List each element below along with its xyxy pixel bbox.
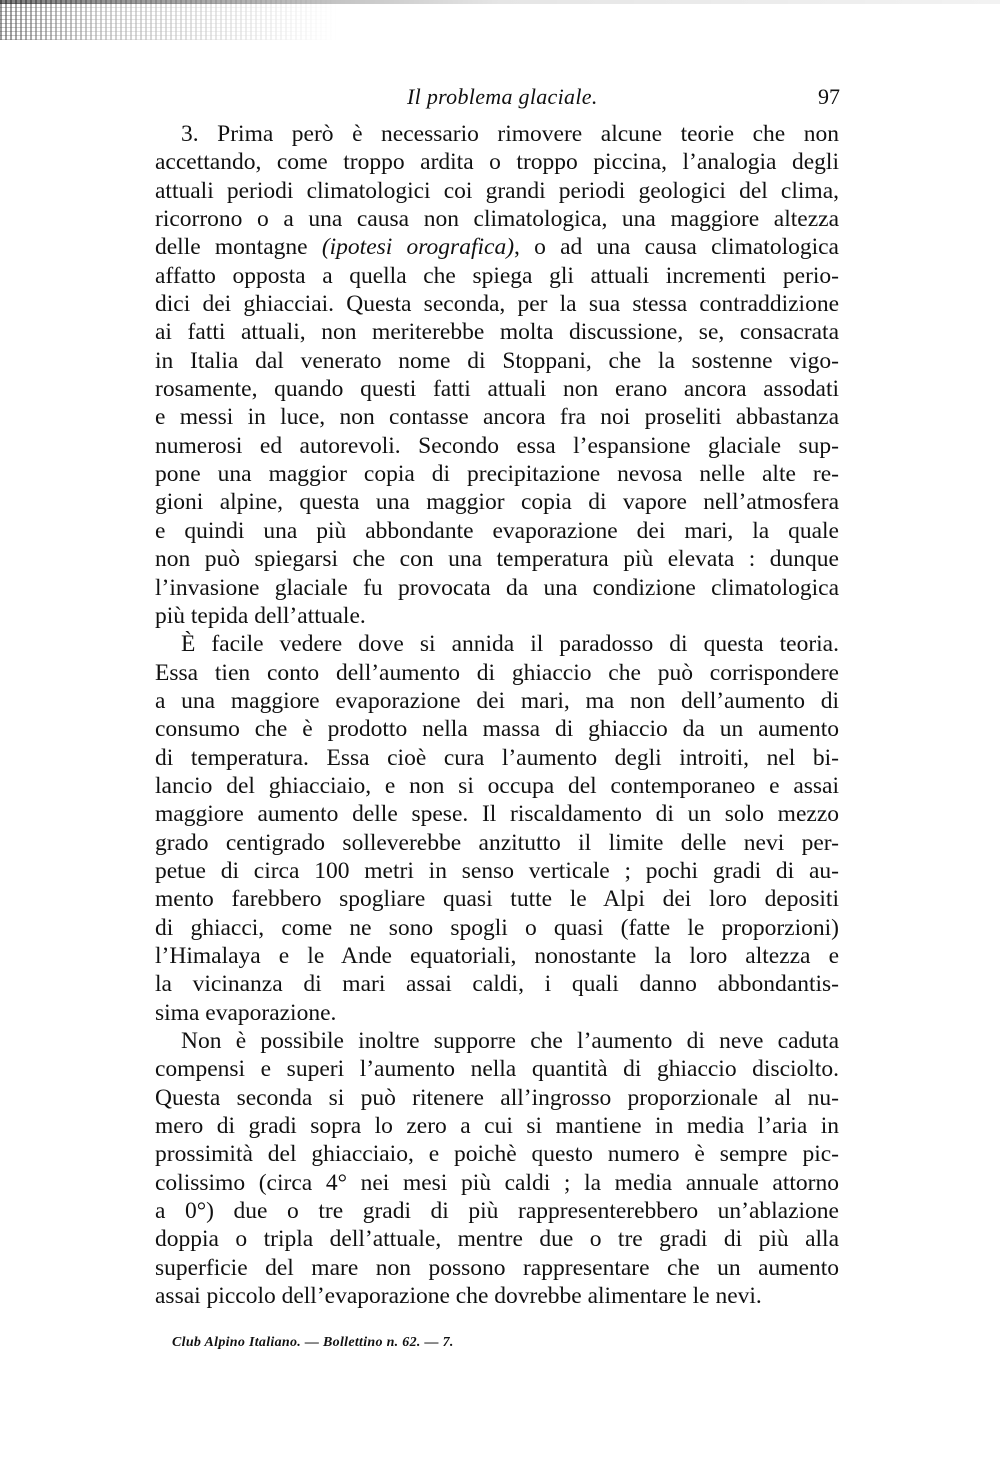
text-line: mero di gradi sopra lo zero a cui si mantiene in media l’aria in	[155, 1113, 839, 1140]
text-line: e messi in luce, non contasse ancora fra noi proseliti abbastanza	[155, 404, 839, 431]
text-line: a una maggiore evaporazione dei mari, ma non dell’aumento di	[155, 687, 839, 714]
text-line: prossimità del ghiacciaio, e poichè questo numero è sempre pic-	[155, 1141, 839, 1168]
text-line: mento farebbero spogliare quasi tutte le Alpi dei loro depositi	[155, 886, 839, 913]
text-line: in Italia dal venerato nome di Stoppani, che la sostenne vigo-	[155, 347, 839, 374]
text-line: ricorrono o a una causa non climatologica, una maggiore altezza	[155, 206, 839, 233]
text-line: pone una maggior copia di precipitazione nevosa nelle alte re-	[155, 461, 839, 488]
paragraph-first-line: È facile vedere dove si annida il paradosso di questa teoria.	[181, 631, 839, 658]
running-head	[150, 84, 840, 114]
text-line: delle montagne (ipotesi orografica), o ad una causa climatologica	[155, 234, 839, 261]
text-line: petue di circa 100 metri in senso verticale ; pochi gradi di au-	[155, 857, 839, 884]
text-line: maggiore aumento delle spese. Il riscaldamento di un solo mezzo	[155, 801, 839, 828]
text-line: l’invasione glaciale fu provocata da una condizione climatologica	[155, 574, 839, 601]
text-line: di temperatura. Essa cioè cura l’aumento degli introiti, nel bi-	[155, 744, 839, 771]
text-line: doppia o tripla dell’attuale, mentre due o tre gradi di più alla	[155, 1226, 839, 1253]
text-line: rosamente, quando questi fatti attuali non erano ancora assodati	[155, 376, 839, 403]
text-line: affatto opposta a quella che spiega gli attuali incrementi perio-	[155, 262, 839, 289]
text-line: non può spiegarsi che con una temperatura più elevata : dunque	[155, 546, 839, 573]
running-title: Il problema glaciale.	[407, 84, 598, 109]
text-line: ai fatti attuali, non meriterebbe molta discussione, se, consacrata	[155, 319, 839, 346]
footer-signature: Club Alpino Italiano. — Bollettino n. 62. — 7.	[172, 1335, 454, 1350]
text-line: l’Himalaya e le Ande equatoriali, nonostante la loro altezza e	[155, 942, 839, 969]
text-line: colissimo (circa 4° nei mesi più caldi ; la media annuale attorno	[155, 1169, 839, 1196]
text-line: di ghiacci, come ne sono spogli o quasi (fatte le proporzioni)	[155, 914, 839, 941]
text-line: Questa seconda si può ritenere all’ingrosso proporzionale al nu-	[155, 1084, 839, 1111]
text-line: consumo che è prodotto nella massa di ghiaccio da un aumento	[155, 716, 839, 743]
paragraph-first-line: Non è possibile inoltre supporre che l’aumento di neve caduta	[181, 1028, 839, 1054]
text-line: la vicinanza di mari assai caldi, i quali danno abbondantis-	[155, 971, 839, 998]
text-line: a 0°) due o tre gradi di più rappresenterebbero un’ablazione	[155, 1198, 839, 1225]
text-line: superficie del mare non possono rappresentare che un aumento	[155, 1254, 839, 1281]
text-line: più tepida dell’attuale.	[155, 602, 366, 629]
text-line: assai piccolo dell’evaporazione che dovrebbe alimentare le nevi.	[155, 1283, 762, 1310]
scan-noise-artifact	[0, 0, 340, 40]
text-line: e quindi una più abbondante evaporazione dei mari, la quale	[155, 517, 839, 544]
italic-term: (ipotesi orografica)	[321, 234, 515, 261]
text-line: accettando, come troppo ardita o troppo piccina, l’analogia degli	[155, 149, 839, 176]
body-text	[155, 120, 839, 1310]
text-line: gioni alpine, questa una maggior copia di vapore nell’atmosfera	[155, 489, 839, 516]
text-line: sima evaporazione.	[155, 999, 337, 1026]
text-line: numerosi ed autorevoli. Secondo essa l’espansione glaciale sup-	[155, 432, 839, 459]
page-number: 97	[818, 84, 840, 109]
text-line: lancio del ghiacciaio, e non si occupa del contemporaneo e assai	[155, 772, 839, 799]
paragraph-first-line: 3. Prima però è necessario rimovere alcune teorie che non	[181, 121, 839, 147]
text-line: dici dei ghiacciai. Questa seconda, per la sua stessa contraddizione	[155, 291, 839, 318]
text-line: Essa tien conto dell’aumento di ghiaccio che può corrispondere	[155, 659, 839, 686]
text-line: compensi e superi l’aumento nella quantità di ghiaccio disciolto.	[155, 1056, 839, 1083]
text-line: grado centigrado solleverebbe anzitutto il limite delle nevi per-	[155, 829, 839, 856]
text-line: attuali periodi climatologici coi grandi periodi geologici del clima,	[155, 177, 839, 204]
